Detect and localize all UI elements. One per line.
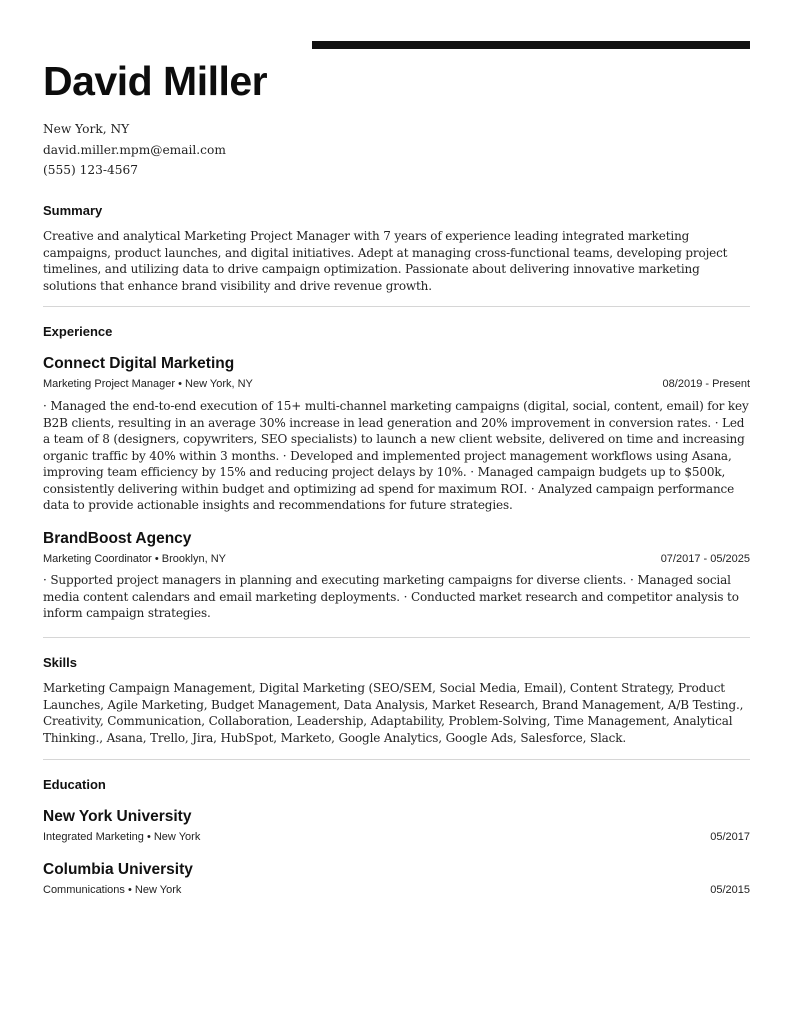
contact-phone[interactable]: (555) 123-4567 xyxy=(43,163,139,177)
school-name: Columbia University xyxy=(43,861,193,878)
job-dates: 07/2017 - 05/2025 xyxy=(660,553,750,565)
candidate-name: David Miller xyxy=(43,58,268,104)
section-divider xyxy=(43,759,750,760)
summary-text: Creative and analytical Marketing Project Manager with 7 years of experience leading integrated marketing campaigns, product launches, and digital initiatives. Adept at managing cross-functional teams, developing project timelines, and utilizing data to drive campaign optimization. Passionate about delivering innovative marketing solutions that enhance brand visibility and drive revenue growth. xyxy=(43,229,728,293)
skills-text: Marketing Campaign Management, Digital Marketing (SEO/SEM, Social Media, Email), Content Strategy, Product Launches, Agile Marketing, Budget Management, Data Analysis, Market Research, Brand Management, A/B Testing., Creativity, Communication, Collaboration, Leadership, Adaptability, Problem-Solving, Time Management, Analytical Thinking., Asana, Trello, Jira, HubSpot, Marketo, Google Analytics, Google Ads, Salesforce, Slack. xyxy=(43,681,744,745)
school-date: 05/2015 xyxy=(710,884,750,896)
school-date: 05/2017 xyxy=(710,831,750,843)
contact-info xyxy=(43,119,226,181)
school-field-location: Integrated Marketing • New York xyxy=(43,831,201,843)
summary-heading: Summary xyxy=(43,203,103,218)
contact-location: New York, NY xyxy=(43,122,130,136)
job-description: · Managed the end-to-end execution of 15+ multi-channel marketing campaigns (digital, social, content, email) for key B2B clients, resulting in an average 30% increase in lead generation and 20% improvement in conversion rates. · Led a team of 8 (designers, copywriters, SEO specialists) to launch a new client website, delivered on time and increasing organic traffic by 40% within 3 months. · Developed and implemented project management workflows using Asana, improving team efficiency by 15% and reducing project delays by 10%. · Managed campaign budgets up to $500k, consistently delivering within budget and optimizing ad spend for maximum ROI. · Analyzed campaign performance data to provide actionable insights and recommendations for future strategies. xyxy=(43,399,749,512)
job-dates: 08/2019 - Present xyxy=(662,378,750,390)
skills-heading: Skills xyxy=(43,655,77,670)
job-meta xyxy=(43,378,750,394)
job-role-location: Marketing Project Manager • New York, NY xyxy=(43,378,253,390)
school-field-location: Communications • New York xyxy=(43,884,182,896)
school-meta xyxy=(43,884,750,900)
section-divider xyxy=(43,637,750,638)
section-divider xyxy=(43,306,750,307)
job-meta xyxy=(43,553,750,569)
job-company: BrandBoost Agency xyxy=(43,530,192,547)
job-role-location: Marketing Coordinator • Brooklyn, NY xyxy=(43,553,226,565)
education-heading: Education xyxy=(43,777,106,792)
contact-email[interactable]: david.miller.mpm@email.com xyxy=(43,142,226,157)
experience-heading: Experience xyxy=(43,324,113,339)
job-description: · Supported project managers in planning and executing marketing campaigns for diverse clients. · Managed social media content calendars and email marketing deployments. · Conducted market research and competitor analysis to inform campaign strategies. xyxy=(43,573,739,620)
school-name: New York University xyxy=(43,808,192,825)
job-company: Connect Digital Marketing xyxy=(43,355,235,372)
header-accent-bar xyxy=(312,41,750,49)
school-meta xyxy=(43,831,750,847)
